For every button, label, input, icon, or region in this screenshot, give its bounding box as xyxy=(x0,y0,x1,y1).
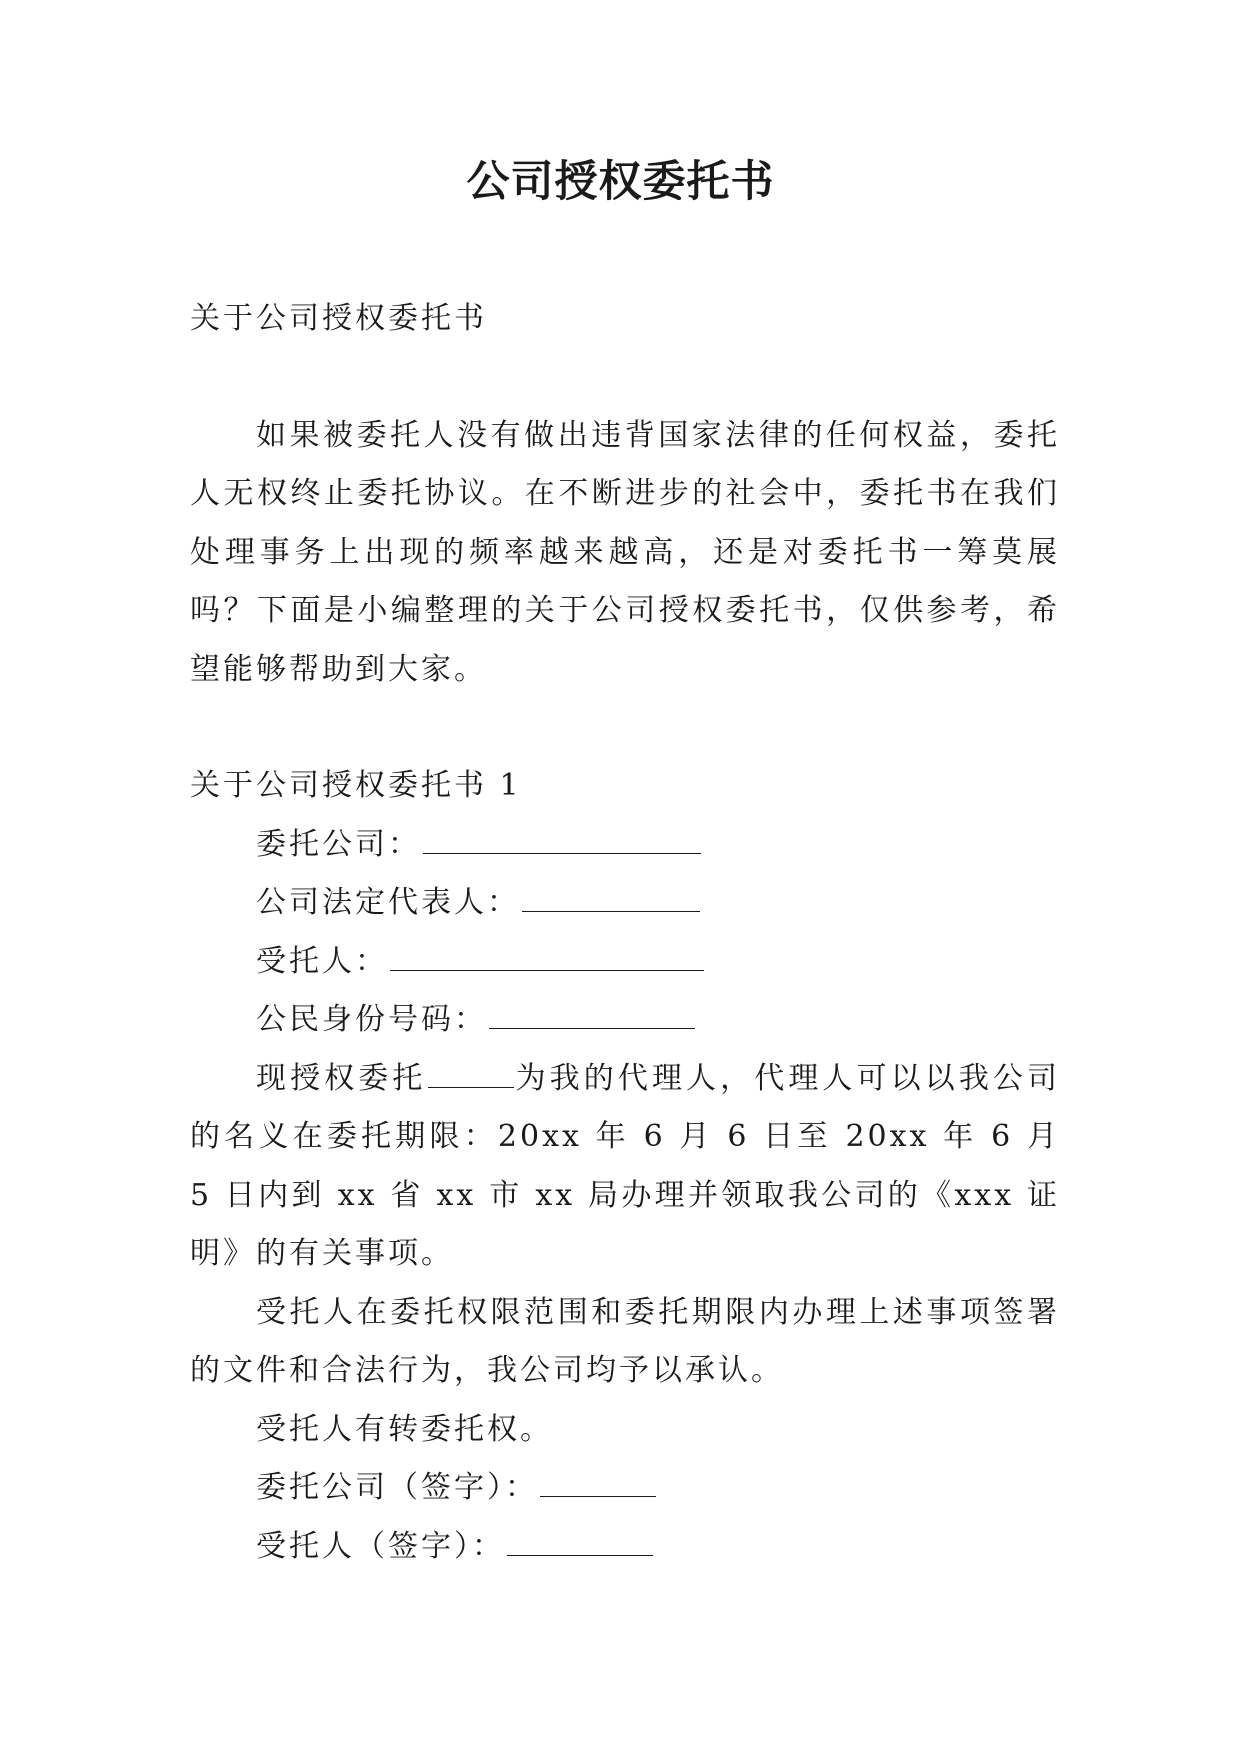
document-subtitle: 关于公司授权委托书 xyxy=(190,301,487,336)
document-body xyxy=(190,290,1060,1576)
authorization-prefix: 现授权委托 xyxy=(256,1060,427,1096)
id-field-label: 公民身份号码： xyxy=(256,1002,487,1037)
trustee-signature-blank-line xyxy=(507,1529,653,1556)
section-title: 关于公司授权委托书 1 xyxy=(190,768,522,803)
company-signature-field xyxy=(190,1459,1060,1518)
company-field xyxy=(190,816,1060,875)
recognition-paragraph: 受托人在委托权限范围和委托期限内办理上述事项签署的文件和合法行为，我公司均予以承认。 xyxy=(190,1294,1060,1388)
intro-paragraph: 如果被委托人没有做出违背国家法律的任何权益，委托人无权终止委托协议。在不断进步的社会中，委托书在我们处理事务上出现的频率越来越高，还是对委托书一筹莫展吗？下面是小编整理的关于公司授权委托书，仅供参考，希望能够帮助到大家。 xyxy=(190,417,1060,687)
trustee-signature-field xyxy=(190,1518,1060,1577)
trustee-blank-line xyxy=(390,944,704,971)
legal-rep-blank-line xyxy=(522,885,700,912)
id-field xyxy=(190,991,1060,1050)
document-title: 公司授权委托书 xyxy=(466,157,775,207)
company-blank-line xyxy=(423,827,701,854)
company-signature-label: 委托公司（签字）： xyxy=(256,1470,538,1505)
company-signature-blank-line xyxy=(540,1470,656,1497)
trustee-field-label: 受托人： xyxy=(256,943,388,979)
company-field-label: 委托公司： xyxy=(256,826,421,862)
agent-blank-line xyxy=(428,1061,514,1088)
legal-rep-field-label: 公司法定代表人： xyxy=(256,885,520,920)
trustee-field xyxy=(190,933,1060,992)
trustee-signature-label: 受托人（签字）： xyxy=(256,1528,505,1564)
authorization-paragraph xyxy=(190,1050,1060,1284)
authorization-body: 为我的代理人，代理人可以以我公司的名义在委托期限：20xx 年 6 月 6 日至 20xx 年 6 月 5 日内到 xx 省 xx 市 xx 局办理并领取我公司的《xxx 证明》的有关事项。 xyxy=(190,1060,1061,1271)
legal-rep-field xyxy=(190,874,1060,933)
id-blank-line xyxy=(489,1002,695,1029)
sub-delegation-line: 受托人有转委托权。 xyxy=(256,1411,553,1447)
